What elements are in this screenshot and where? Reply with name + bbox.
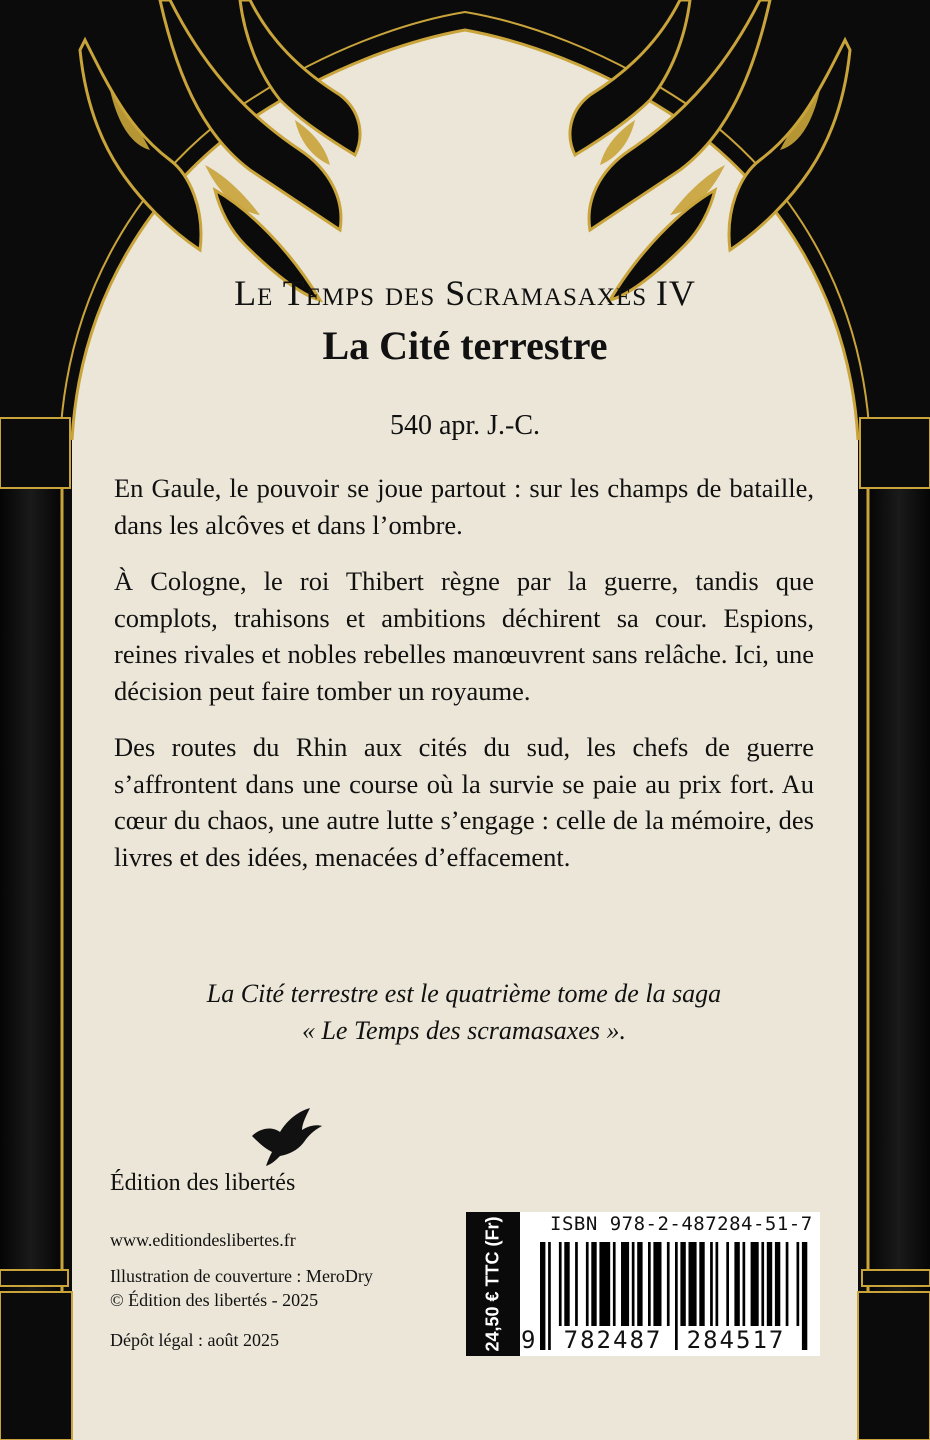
- barcode-bar: [586, 1242, 589, 1326]
- isbn-label: ISBN 978-2-487284-51-7: [550, 1213, 813, 1235]
- barcode-bar: [575, 1242, 578, 1326]
- bird-icon: [250, 1106, 324, 1168]
- tagline: [114, 976, 814, 1049]
- tagline-line-2: « Le Temps des scramasaxes ».: [301, 1015, 627, 1045]
- barcode-bar: [797, 1242, 800, 1326]
- barcode-bar: [621, 1242, 629, 1326]
- barcode-bar: [743, 1242, 746, 1326]
- barcode-block: [466, 1212, 820, 1356]
- barcode-bar: [775, 1242, 780, 1326]
- barcode-bar: [559, 1242, 562, 1326]
- barcode-bar: [591, 1242, 596, 1326]
- barcode-bar: [548, 1242, 551, 1350]
- series-name: Le Temps des Scramasaxes: [234, 273, 648, 313]
- story-date: 540 apr. J.-C.: [389, 410, 541, 441]
- book-title: La Cité terrestre: [322, 323, 608, 368]
- barcode-bar: [726, 1242, 729, 1326]
- barcode-bar: [632, 1242, 635, 1326]
- blurb-paragraph-1: En Gaule, le pouvoir se joue partout : sur les champs de bataille, dans les alcôves et dans l’ombre.: [114, 473, 814, 540]
- barcode-bar: [734, 1242, 739, 1326]
- publisher-website[interactable]: www.editiondeslibertes.fr: [110, 1230, 296, 1250]
- barcode-bar: [540, 1242, 545, 1350]
- ean-first-digit: 9: [521, 1326, 536, 1354]
- illustration-credit: Illustration de couverture : MeroDry: [110, 1266, 373, 1286]
- barcode-bar: [680, 1242, 685, 1326]
- barcode-bar: [667, 1242, 670, 1326]
- barcode-bar: [699, 1242, 704, 1326]
- barcode-bar: [653, 1242, 661, 1326]
- barcode-bar: [599, 1242, 610, 1326]
- barcode-bar: [689, 1242, 697, 1326]
- barcode-bar: [767, 1242, 772, 1326]
- barcode-bar: [751, 1242, 759, 1326]
- barcode-bar: [613, 1242, 616, 1326]
- barcode-bar: [710, 1242, 713, 1326]
- copyright-notice: © Édition des libertés - 2025: [110, 1290, 319, 1310]
- barcode-bar: [786, 1242, 789, 1326]
- barcode-bar: [564, 1242, 569, 1326]
- price-strip: [466, 1212, 520, 1356]
- barcode-bar: [648, 1242, 651, 1326]
- blurb-paragraph-3: Des routes du Rhin aux cités du sud, les chefs de guerre s’affrontent dans une course où la survie se paie au prix fort. Au cœur du chaos, une autre lutte s’engage : celle de la mémoire, des livres et des idées, menacées d’effacement.: [114, 732, 814, 872]
- barcode-bar: [802, 1242, 807, 1350]
- tagline-line-1: La Cité terrestre est le quatrième tome de la saga: [206, 979, 722, 1008]
- ean-right-digits: 284517: [678, 1326, 794, 1354]
- blurb-paragraph-2: À Cologne, le roi Thibert règne par la guerre, tandis que complots, trahisons et ambitions déchirent sa cour. Espions, reines rivales et nobles rebelles manœuvrent sans relâche. Ici, une décision peut faire tomber un royaume.: [114, 566, 814, 706]
- barcode-bar: [761, 1242, 764, 1326]
- barcode-bar: [637, 1242, 642, 1326]
- publisher-name: Édition des libertés: [110, 1170, 296, 1196]
- series-number: IV: [655, 273, 696, 313]
- blurb: [114, 470, 814, 895]
- barcode-bar: [716, 1242, 719, 1326]
- series-title: [0, 272, 930, 314]
- price-label: 24,50 € TTC (Fr): [482, 1216, 503, 1352]
- legal-deposit: Dépôt légal : août 2025: [110, 1330, 279, 1350]
- ean-left-digits: 782487: [558, 1326, 668, 1354]
